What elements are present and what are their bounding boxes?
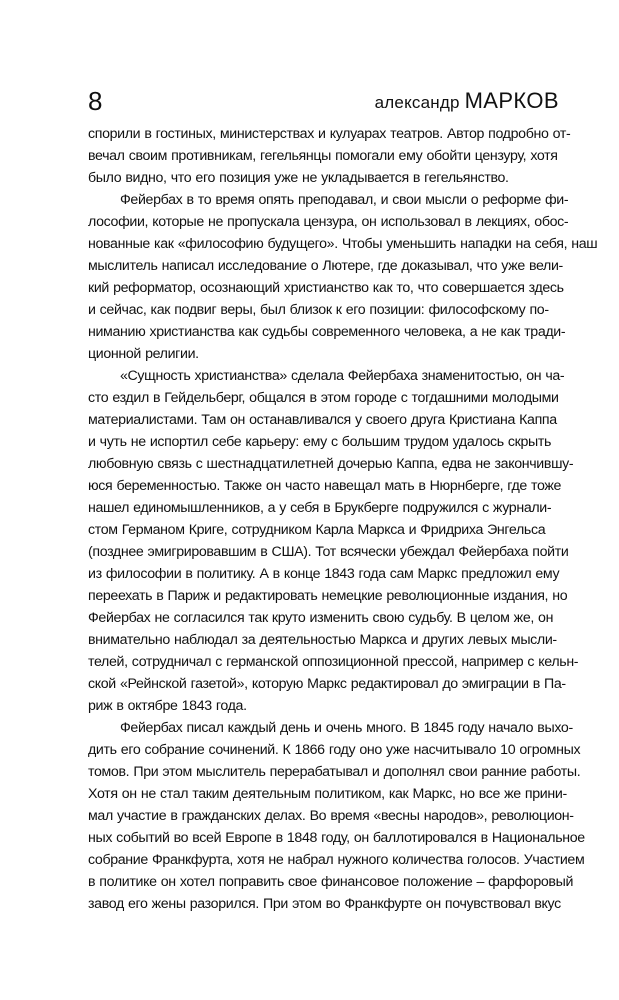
text-line: ных событий во всей Европе в 1848 году, он баллотировался в Национальное xyxy=(88,830,585,846)
text-line: переехать в Париж и редактировать немецкие революционные издания, но xyxy=(88,588,568,604)
text-line: стом Германом Криге, сотрудником Карла Маркса и Фридриха Энгельса xyxy=(88,522,546,538)
text-line: ской «Рейнской газетой», которую Маркс редактировал до эмиграции в Па- xyxy=(88,676,566,692)
page-number: 8 xyxy=(88,86,103,116)
author-surname: МАРКОВ xyxy=(464,88,559,113)
text-line: мал участие в гражданских делах. Во время «весны народов», революцион- xyxy=(88,808,574,824)
text-line: материалистами. Там он останавливался у своего друга Кристиана Каппа xyxy=(88,412,557,428)
text-line: мыслитель написал исследование о Лютере, где доказывал, что уже вели- xyxy=(88,258,563,274)
text-line: сто ездил в Гейдельберг, общался в этом городе с тогдашними молодыми xyxy=(88,390,559,406)
text-line: ниманию христианства как судьбы современного человека, а не как тради- xyxy=(88,324,566,340)
text-line: томов. При этом мыслитель перерабатывал и дополнял свои ранние работы. xyxy=(88,764,581,780)
text-line: было видно, что его позиция уже не укладывается в гегельянство. xyxy=(88,170,509,186)
text-line: собрание Франкфурта, хотя не набрал нужного количества голосов. Участием xyxy=(88,852,585,868)
text-line: Фейербах в то время опять преподавал, и свои мысли о реформе фи- xyxy=(120,192,569,208)
text-line: завод его жены разорился. При этом во Франкфурте он почувствовал вкус xyxy=(88,896,561,912)
text-line: любовную связь с шестнадцатилетней дочерью Каппа, едва не закончившу- xyxy=(88,456,574,472)
text-line: в политике он хотел поправить свое финансовое положение – фарфоровый xyxy=(88,874,574,890)
text-line: вечал своим противникам, гегельянцы помогали ему обойти цензуру, хотя xyxy=(88,148,558,164)
text-line: (позднее эмигрировавшим в США). Тот всячески убеждал Фейербаха пойти xyxy=(88,544,569,560)
text-line: «Сущность христианства» сделала Фейербаха знаменитостью, он ча- xyxy=(120,368,565,384)
text-line: Фейербах писал каждый день и очень много. В 1845 году начало выхо- xyxy=(120,720,573,736)
text-line: спорили в гостиных, министерствах и кулуарах театров. Автор подробно от- xyxy=(88,126,571,142)
text-line: телей, сотрудничал с германской оппозиционной прессой, например с кельн- xyxy=(88,654,579,670)
body-text xyxy=(88,123,598,915)
text-line: из философии в политику. А в конце 1843 года сам Маркс предложил ему xyxy=(88,566,560,582)
text-line: нованные как «философию будущего». Чтобы уменьшить нападки на себя, наш xyxy=(88,236,598,252)
text-line: ционной религии. xyxy=(88,346,199,362)
author-first-name: александр xyxy=(374,93,460,112)
text-line: Фейербах не согласился так круто изменить свою судьбу. В целом же, он xyxy=(88,610,554,626)
text-line: дить его собрание сочинений. К 1866 году оно уже насчитывало 10 огромных xyxy=(88,742,581,758)
text-line: и чуть не испортил себе карьеру: ему с большим трудом удалось скрыть xyxy=(88,434,552,450)
text-line: риж в октябре 1843 года. xyxy=(88,698,247,714)
running-head xyxy=(375,90,559,114)
text-line: юся беременностью. Также он часто навещал мать в Нюрнберге, где тоже xyxy=(88,478,562,494)
text-line: кий реформатор, осознающий христианство как то, что совершается здесь xyxy=(88,280,564,296)
text-line: нашел единомышленников, а у себя в Брукберге подружился с журнали- xyxy=(88,500,552,516)
text-line: Хотя он не стал таким деятельным политиком, как Маркс, но все же прини- xyxy=(88,786,567,802)
text-line: внимательно наблюдал за деятельностью Маркса и других левых мысли- xyxy=(88,632,557,648)
text-line: и сейчас, как подвиг веры, был близок к его позиции: философскому по- xyxy=(88,302,549,318)
text-line: лософии, которые не пропускала цензура, он использовал в лекциях, обос- xyxy=(88,214,569,230)
